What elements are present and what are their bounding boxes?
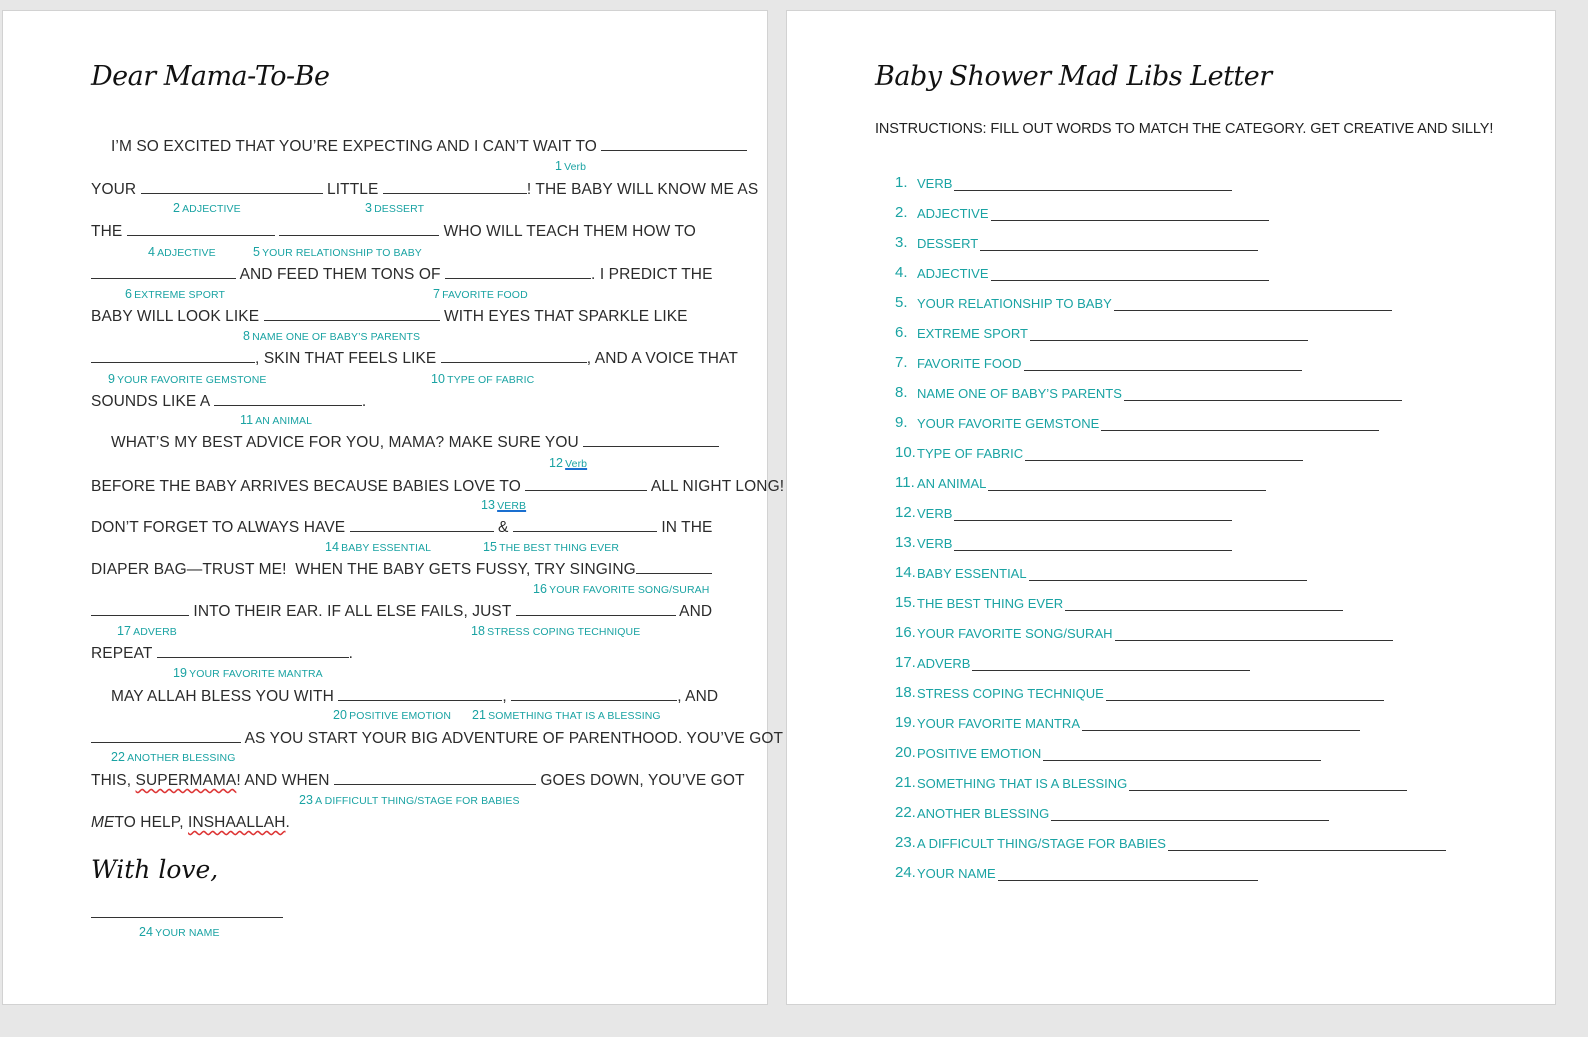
blank-9 (91, 349, 255, 363)
list-item: 3. DESSERT (895, 231, 1258, 251)
letter-line: , SKIN THAT FEELS LIKE , AND A VOICE THAT (91, 349, 738, 368)
hint-label: 10 TYPE OF FABRIC (431, 372, 535, 386)
blank-11 (214, 392, 362, 406)
instructions-text: INSTRUCTIONS: FILL OUT WORDS TO MATCH THE CATEGORY. GET CREATIVE AND SILLY! (875, 121, 1494, 137)
list-item: 7. FAVORITE FOOD (895, 351, 1302, 371)
list-item: 18. STRESS COPING TECHNIQUE (895, 681, 1384, 701)
answer-line (998, 866, 1258, 881)
list-item: 6. EXTREME SPORT (895, 321, 1308, 341)
word-list-page (786, 10, 1556, 1005)
list-item: 17. ADVERB (895, 651, 1250, 671)
answer-line (1129, 776, 1407, 791)
blank-21 (511, 687, 677, 701)
letter-line: DON’T FORGET TO ALWAYS HAVE & IN THE (91, 519, 713, 536)
hint-label: 14 BABY ESSENTIAL (325, 540, 432, 554)
hint-label: 24 YOUR NAME (139, 925, 220, 939)
blank-18 (516, 602, 676, 616)
blank-12 (583, 433, 719, 447)
answer-line (1106, 686, 1384, 701)
hint-label: 16 YOUR FAVORITE SONG/SURAH (533, 582, 710, 596)
hint-label: 12 Verb (549, 456, 588, 470)
list-item: 24. YOUR NAME (895, 861, 1258, 881)
list-item: 1. VERB (895, 171, 1232, 191)
answer-line (991, 206, 1269, 221)
blank-22 (91, 729, 241, 743)
hint-label: 7 FAVORITE FOOD (433, 287, 528, 301)
list-item: 23. A DIFFICULT THING/STAGE FOR BABIES (895, 831, 1446, 851)
list-item: 21. SOMETHING THAT IS A BLESSING (895, 771, 1407, 791)
list-item: 20. POSITIVE EMOTION (895, 741, 1321, 761)
letter-page (2, 10, 785, 1005)
list-item: 12. VERB (895, 501, 1232, 521)
hint-label: 11 AN ANIMAL (240, 413, 313, 427)
blank-2 (141, 180, 323, 194)
answer-line (1168, 836, 1446, 851)
letter-line: YOUR LITTLE ! THE BABY WILL KNOW ME AS (91, 181, 759, 198)
answer-line (1082, 716, 1360, 731)
blank-16 (636, 560, 712, 574)
hint-label: 18 STRESS COPING TECHNIQUE (471, 624, 641, 638)
hint-label: 22 ANOTHER BLESSING (111, 750, 236, 764)
answer-line (1030, 326, 1308, 341)
blank-1 (601, 137, 747, 151)
list-item: 9. YOUR FAVORITE GEMSTONE (895, 411, 1379, 431)
answer-line (1024, 356, 1302, 371)
list-item: 4. ADJECTIVE (895, 261, 1269, 281)
blank-6 (91, 265, 236, 279)
hint-label: 3 DESSERT (365, 201, 425, 215)
blank-7 (445, 265, 591, 279)
worksheet-title: Baby Shower Mad Libs Letter (875, 61, 1272, 92)
letter-line: BABY WILL LOOK LIKE WITH EYES THAT SPARKLE LIKE (91, 308, 688, 325)
hint-label: 9 YOUR FAVORITE GEMSTONE (108, 372, 267, 386)
answer-line (1029, 566, 1307, 581)
list-item: 16. YOUR FAVORITE SONG/SURAH (895, 621, 1393, 641)
list-item: 11. AN ANIMAL (895, 471, 1266, 491)
letter-line: AS YOU START YOUR BIG ADVENTURE OF PARENTHOOD. YOU’VE GOT (91, 729, 783, 748)
hint-label: 23 A DIFFICULT THING/STAGE FOR BABIES (299, 793, 520, 807)
answer-line (1114, 296, 1392, 311)
list-item: 2. ADJECTIVE (895, 201, 1269, 221)
answer-line (1065, 596, 1343, 611)
answer-line (972, 656, 1250, 671)
blank-3 (383, 180, 527, 194)
blank-13 (525, 477, 647, 491)
closing-signoff: With love, (91, 855, 219, 884)
letter-line: AND FEED THEM TONS OF . I PREDICT THE (91, 265, 713, 284)
answer-line (954, 506, 1232, 521)
blank-23 (334, 771, 536, 785)
hint-label: 13 VERB (481, 498, 527, 512)
hint-label: 1 Verb (555, 159, 587, 173)
blank-19 (157, 644, 349, 658)
blank-20 (338, 687, 502, 701)
letter-line: REPEAT . (91, 645, 354, 662)
hint-label: 20 POSITIVE EMOTION (333, 708, 452, 722)
hint-label: 8 NAME ONE OF BABY’S PARENTS (243, 329, 421, 343)
answer-line (980, 236, 1258, 251)
blank-4 (127, 222, 275, 236)
answer-line (991, 266, 1269, 281)
letter-line: MAY ALLAH BLESS YOU WITH , , AND (111, 688, 719, 705)
blank-5 (279, 222, 439, 236)
hint-label: 17 ADVERB (117, 624, 177, 638)
answer-line (988, 476, 1266, 491)
list-item: 5. YOUR RELATIONSHIP TO BABY (895, 291, 1392, 311)
hint-label: 21 SOMETHING THAT IS A BLESSING (472, 708, 661, 722)
letter-line: WHAT’S MY BEST ADVICE FOR YOU, MAMA? MAKE SURE YOU (111, 433, 719, 452)
list-item: 22. ANOTHER BLESSING (895, 801, 1329, 821)
list-item: 10. TYPE OF FABRIC (895, 441, 1303, 461)
answer-line (1051, 806, 1329, 821)
list-item: 13. VERB (895, 531, 1232, 551)
blank-17 (91, 602, 189, 616)
list-item: 14. BABY ESSENTIAL (895, 561, 1307, 581)
list-item: 8. NAME ONE OF BABY’S PARENTS (895, 381, 1402, 401)
blank-8 (264, 307, 440, 321)
signature-blank (91, 917, 283, 918)
hint-label: 19 YOUR FAVORITE MANTRA (173, 666, 323, 680)
letter-line: METO HELP, INSHAALLAH. (91, 814, 290, 831)
answer-line (1115, 626, 1393, 641)
letter-line: I’M SO EXCITED THAT YOU’RE EXPECTING AND I CAN’T WAIT TO (111, 137, 747, 156)
answer-line (1124, 386, 1402, 401)
letter-line: THIS, SUPERMAMA! AND WHEN GOES DOWN, YOU’VE GOT (91, 772, 745, 789)
letter-line: INTO THEIR EAR. IF ALL ELSE FAILS, JUST AND (91, 602, 712, 621)
blank-14 (350, 518, 494, 532)
hint-label: 15 THE BEST THING EVER (483, 540, 620, 554)
blank-10 (441, 349, 587, 363)
blank-15 (513, 518, 657, 532)
letter-line: DIAPER BAG—TRUST ME! WHEN THE BABY GETS FUSSY, TRY SINGING (91, 560, 712, 579)
answer-line (1025, 446, 1303, 461)
hint-label: 5 YOUR RELATIONSHIP TO BABY (253, 245, 422, 259)
list-item: 19. YOUR FAVORITE MANTRA (895, 711, 1360, 731)
hint-label: 6 EXTREME SPORT (125, 287, 226, 301)
answer-line (954, 536, 1232, 551)
answer-line (954, 176, 1232, 191)
answer-line (1043, 746, 1321, 761)
list-item: 15. THE BEST THING EVER (895, 591, 1343, 611)
letter-line: SOUNDS LIKE A . (91, 393, 367, 410)
answer-line (1101, 416, 1379, 431)
letter-title: Dear Mama-To-Be (91, 61, 330, 92)
hint-label: 4 ADJECTIVE (148, 245, 216, 259)
letter-line: THE WHO WILL TEACH THEM HOW TO (91, 223, 696, 240)
hint-label: 2 ADJECTIVE (173, 201, 241, 215)
letter-line: BEFORE THE BABY ARRIVES BECAUSE BABIES LOVE TO ALL NIGHT LONG! (91, 478, 785, 495)
